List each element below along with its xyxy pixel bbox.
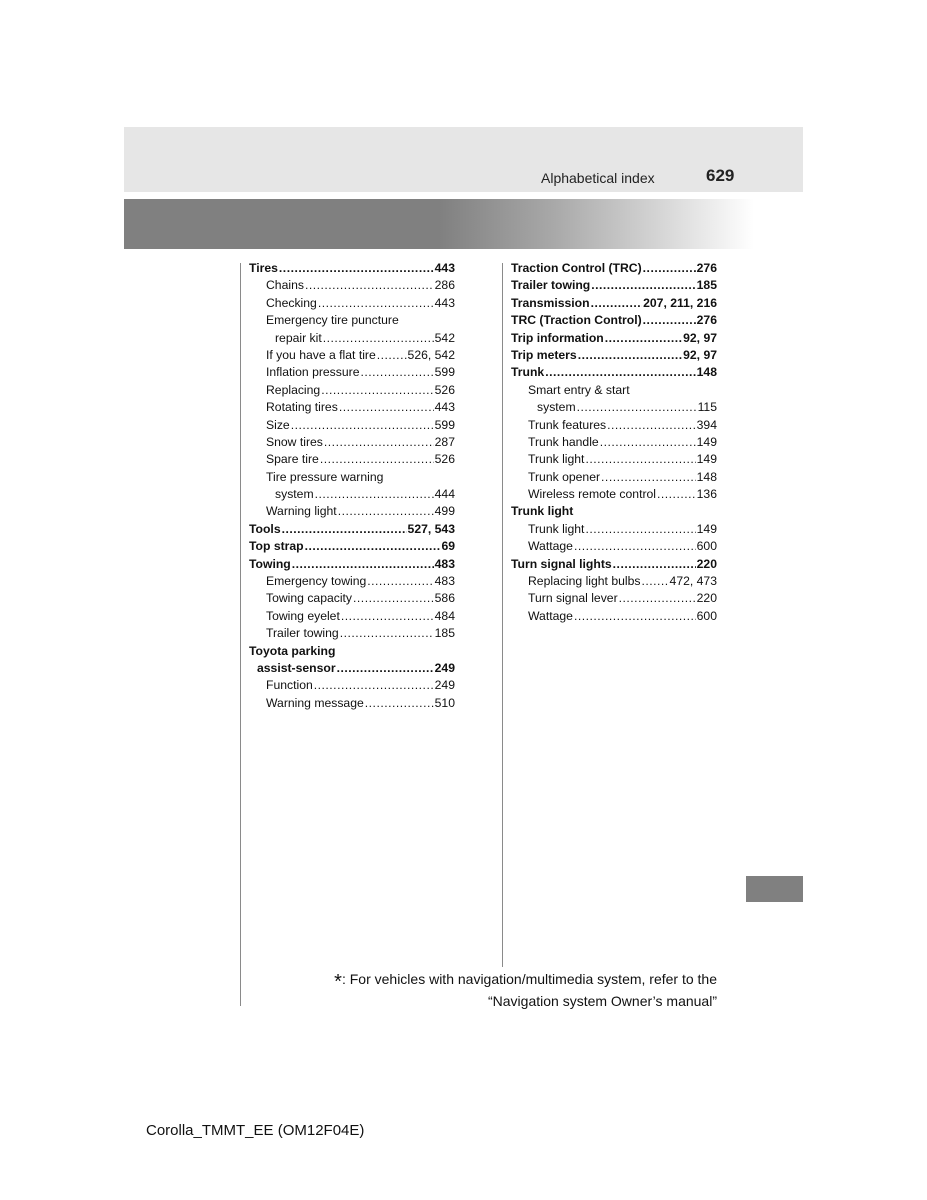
- left-column-rule: [240, 263, 241, 1006]
- index-entry-page: 69: [441, 539, 455, 554]
- index-entry-leader: [315, 486, 434, 503]
- index-entry: [511, 277, 717, 294]
- index-entry: [511, 312, 717, 329]
- index-entry: [249, 590, 455, 607]
- index-entry-page: 526: [434, 382, 455, 397]
- index-entry-page: 443: [434, 260, 455, 275]
- index-entry: [511, 382, 717, 399]
- index-entry-label: Spare tire: [266, 452, 319, 467]
- index-entry-page: 115: [697, 400, 717, 415]
- index-entry: [249, 330, 455, 347]
- index-entry-page: 499: [434, 504, 455, 519]
- index-entry-leader: [643, 312, 696, 329]
- index-entry: [249, 643, 455, 660]
- index-entry-label: Emergency towing: [266, 574, 367, 589]
- index-entry-label: Towing eyelet: [266, 608, 340, 623]
- index-entry-page: 185: [434, 626, 455, 641]
- index-entry-label: Trunk light: [528, 452, 585, 467]
- index-entry-label: If you have a flat tire: [266, 347, 376, 362]
- index-entry-page: 394: [696, 417, 717, 432]
- index-entry: [511, 538, 717, 555]
- index-entry-label: Rotating tires: [266, 400, 338, 415]
- index-entry-leader: [585, 451, 695, 468]
- index-entry-label: Trunk: [511, 365, 545, 380]
- section-title: Alphabetical index: [541, 170, 655, 186]
- index-entry: [511, 347, 717, 364]
- index-entry-label: Chains: [266, 278, 304, 293]
- index-entry-leader: [353, 590, 434, 607]
- index-entry-leader: [591, 295, 643, 312]
- index-entry-page: 220: [696, 556, 717, 571]
- index-entry-leader: [321, 382, 433, 399]
- index-entry-label: Trunk features: [528, 417, 607, 432]
- index-entry-leader: [585, 521, 695, 538]
- index-entry-leader: [643, 260, 696, 277]
- index-entry-label: Traction Control (TRC): [511, 260, 642, 275]
- index-entry-label: Transmission: [511, 295, 590, 310]
- index-entry-page: 510: [434, 695, 455, 710]
- index-entry: [249, 364, 455, 381]
- index-entry: [511, 556, 717, 573]
- index-entry: [249, 277, 455, 294]
- index-entry-page: 287: [434, 434, 455, 449]
- index-entry-leader: [305, 277, 434, 294]
- index-entry-page: 600: [696, 539, 717, 554]
- index-entry-leader: [292, 556, 434, 573]
- index-entry-leader: [574, 538, 696, 555]
- index-entry-label: Turn signal lever: [528, 591, 618, 606]
- index-entry-label: Size: [266, 417, 290, 432]
- page-number: 629: [706, 166, 735, 185]
- index-entry-label: Wattage: [528, 539, 573, 554]
- index-entry: [249, 521, 455, 538]
- index-entry-label: Wireless remote control: [528, 487, 657, 502]
- index-entry: [511, 503, 717, 520]
- index-entry-page: 600: [696, 608, 717, 623]
- index-entry: [249, 486, 455, 503]
- index-column-right: [511, 260, 717, 625]
- index-entry-label: system: [275, 487, 314, 502]
- index-entry-page: 483: [434, 574, 455, 589]
- footer-model-code: Corolla_TMMT_EE (OM12F04E): [146, 1122, 365, 1139]
- index-entry-label: Warning message: [266, 695, 364, 710]
- footnote: [334, 970, 717, 1011]
- index-entry: [249, 295, 455, 312]
- index-entry-label: Trunk opener: [528, 469, 601, 484]
- index-entry-page: 249: [434, 660, 455, 675]
- index-entry: [511, 590, 717, 607]
- index-entry-label: Trunk light: [528, 521, 585, 536]
- index-column-left: [249, 260, 455, 712]
- index-entry-label: Tools: [249, 521, 281, 536]
- index-entry-page: 586: [434, 591, 455, 606]
- index-entry-label: Trunk handle: [528, 434, 599, 449]
- index-entry: [511, 451, 717, 468]
- middle-column-rule: [502, 263, 503, 967]
- index-entry-leader: [338, 503, 434, 520]
- index-entry-leader: [323, 330, 434, 347]
- index-entry-label: Replacing: [266, 382, 321, 397]
- index-entry-label: system: [537, 400, 576, 415]
- index-entry-leader: [305, 538, 441, 555]
- index-entry-page: 443: [434, 400, 455, 415]
- index-entry-leader: [291, 417, 434, 434]
- index-entry-page: 149: [696, 452, 717, 467]
- index-entry-leader: [279, 260, 434, 277]
- index-entry: [249, 608, 455, 625]
- index-entry: [249, 503, 455, 520]
- index-entry: [249, 556, 455, 573]
- index-entry: [511, 417, 717, 434]
- index-entry: [511, 573, 717, 590]
- index-entry-page: 276: [696, 260, 717, 275]
- index-entry: [511, 469, 717, 486]
- index-entry-page: 149: [696, 434, 717, 449]
- footnote-line-1: [334, 970, 717, 992]
- index-entry-leader: [339, 399, 434, 416]
- index-entry-label: Trip information: [511, 330, 604, 345]
- index-entry: [249, 695, 455, 712]
- footnote-marker: *: [334, 971, 342, 993]
- index-entry-leader: [365, 695, 434, 712]
- gradient-bar: [124, 199, 754, 249]
- index-entry-label: Warning light: [266, 504, 337, 519]
- index-entry-page: 148: [696, 469, 717, 484]
- index-entry-label: Tire pressure warning: [266, 469, 384, 484]
- index-entry-leader: [574, 608, 696, 625]
- index-entry: [249, 451, 455, 468]
- index-entry-leader: [318, 295, 434, 312]
- index-entry-leader: [545, 364, 695, 381]
- index-entry-page: 148: [696, 365, 717, 380]
- index-entry: [249, 625, 455, 642]
- index-entry: [511, 521, 717, 538]
- index-entry-leader: [367, 573, 433, 590]
- index-entry-leader: [600, 434, 696, 451]
- index-entry: [511, 295, 717, 312]
- header-box: [124, 127, 803, 192]
- index-entry-page: 276: [696, 313, 717, 328]
- index-entry-label: Snow tires: [266, 434, 323, 449]
- index-entry-label: Toyota parking: [249, 643, 336, 658]
- index-entry-leader: [361, 364, 434, 381]
- index-entry-label: TRC (Traction Control): [511, 313, 642, 328]
- index-entry: [249, 260, 455, 277]
- index-entry: [511, 330, 717, 347]
- footnote-line-2: “Navigation system Owner’s manual”: [487, 993, 717, 1009]
- index-entry-leader: [607, 417, 696, 434]
- index-entry-leader: [282, 521, 407, 538]
- index-entry-page: 542: [434, 330, 455, 345]
- index-entry-page: 526, 542: [407, 347, 455, 362]
- index-entry-label: Towing: [249, 556, 291, 571]
- index-entry-label: Trailer towing: [511, 278, 591, 293]
- index-entry-leader: [577, 399, 697, 416]
- index-entry: [249, 382, 455, 399]
- index-entry-label: Replacing light bulbs: [528, 574, 641, 589]
- index-entry-leader: [324, 434, 434, 451]
- index-entry: [511, 486, 717, 503]
- index-entry-leader: [341, 608, 434, 625]
- index-entry: [249, 399, 455, 416]
- index-entry: [249, 312, 455, 329]
- index-entry-leader: [377, 347, 407, 364]
- index-entry-label: Tires: [249, 260, 278, 275]
- index-entry: [249, 660, 455, 677]
- index-entry-page: 444: [434, 487, 455, 502]
- index-entry-label: Turn signal lights: [511, 556, 612, 571]
- index-entry-page: 526: [434, 452, 455, 467]
- index-entry-page: 484: [434, 608, 455, 623]
- index-entry-page: 136: [696, 487, 717, 502]
- index-entry-page: 286: [434, 278, 455, 293]
- section-side-tab: [746, 876, 803, 902]
- index-entry: [249, 469, 455, 486]
- index-entry: [249, 573, 455, 590]
- index-entry-page: 249: [434, 678, 455, 693]
- index-entry: [511, 608, 717, 625]
- index-entry-page: 207, 211, 216: [643, 295, 717, 310]
- index-entry: [249, 538, 455, 555]
- index-entry-label: Towing capacity: [266, 591, 353, 606]
- index-entry-page: 92, 97: [683, 347, 717, 362]
- index-entry-label: Smart entry & start: [528, 382, 630, 397]
- index-entry-page: 527, 543: [407, 521, 455, 536]
- index-entry-label: Emergency tire puncture: [266, 313, 399, 328]
- index-entry-label: Inflation pressure: [266, 365, 360, 380]
- index-entry: [249, 417, 455, 434]
- index-entry: [511, 260, 717, 277]
- index-entry-leader: [613, 556, 696, 573]
- index-entry-page: 472, 473: [669, 574, 717, 589]
- index-entry-leader: [314, 677, 434, 694]
- index-entry-leader: [320, 451, 434, 468]
- index-entry-page: 599: [434, 365, 455, 380]
- index-entry-page: 185: [696, 278, 717, 293]
- index-entry-page: 220: [696, 591, 717, 606]
- index-entry: [511, 399, 717, 416]
- index-entry-leader: [601, 469, 696, 486]
- index-entry-page: 599: [434, 417, 455, 432]
- index-entry-leader: [619, 590, 696, 607]
- index-entry-leader: [340, 625, 434, 642]
- index-entry: [249, 434, 455, 451]
- index-entry-label: Checking: [266, 295, 317, 310]
- index-entry: [249, 347, 455, 364]
- index-entry-label: assist-sensor: [257, 660, 336, 675]
- index-entry-label: Trailer towing: [266, 626, 339, 641]
- index-entry: [511, 434, 717, 451]
- index-entry-label: Top strap: [249, 539, 304, 554]
- index-entry-leader: [591, 277, 695, 294]
- index-entry-page: 443: [434, 295, 455, 310]
- index-entry-leader: [337, 660, 434, 677]
- index-entry-leader: [657, 486, 696, 503]
- index-entry-label: Trunk light: [511, 504, 574, 519]
- index-entry-page: 149: [696, 521, 717, 536]
- index-entry-label: repair kit: [275, 330, 322, 345]
- index-entry-leader: [578, 347, 682, 364]
- index-entry: [511, 364, 717, 381]
- index-entry-page: 92, 97: [683, 330, 717, 345]
- index-entry: [249, 677, 455, 694]
- index-entry-label: Trip meters: [511, 347, 577, 362]
- index-entry-label: Wattage: [528, 608, 573, 623]
- index-entry-label: Function: [266, 678, 313, 693]
- index-entry-leader: [605, 330, 682, 347]
- footnote-text-1: : For vehicles with navigation/multimedia system, refer to the: [341, 971, 717, 987]
- index-entry-leader: [641, 573, 668, 590]
- index-entry-page: 483: [434, 556, 455, 571]
